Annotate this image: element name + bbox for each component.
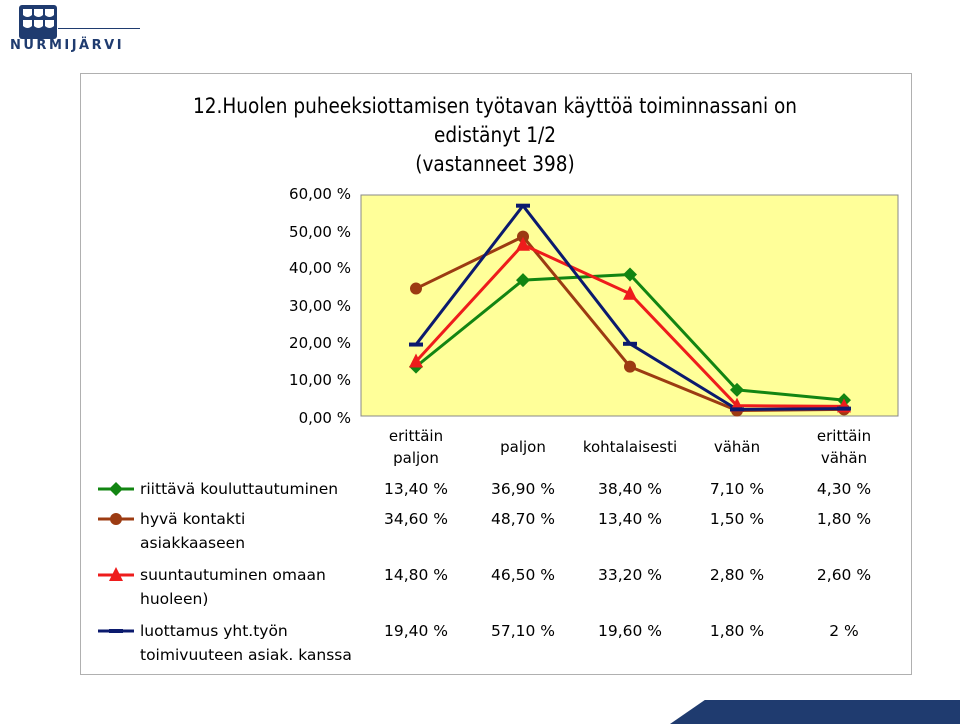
- table-cell: 1,50 %: [709, 510, 765, 528]
- legend-label: luottamus yht.työn: [140, 622, 288, 640]
- data-point-marker: [109, 482, 123, 496]
- data-point-marker: [516, 204, 530, 208]
- table-cell: 57,10 %: [490, 622, 556, 640]
- table-cell: 38,40 %: [597, 480, 663, 498]
- category-label: paljon: [500, 438, 546, 456]
- chart-title-line-1: 12.Huolen puheeksiottamisen työtavan käyttöä toiminnassani on: [192, 94, 798, 118]
- logo-text: NURMIJÄRVI: [10, 38, 125, 53]
- data-point-marker: [623, 342, 637, 346]
- y-tick-label: 0,00 %: [298, 409, 351, 427]
- legend-label: riittävä kouluttautuminen: [140, 480, 339, 498]
- data-point-marker: [110, 513, 122, 525]
- table-cell: 13,40 %: [383, 480, 449, 498]
- category-label: vähän: [713, 438, 761, 456]
- data-point-marker: [624, 361, 636, 373]
- table-cell: 2,80 %: [709, 566, 765, 584]
- table-cell: 13,40 %: [597, 510, 663, 528]
- table-cell: 19,60 %: [597, 622, 663, 640]
- legend-label: hyvä kontakti: [140, 510, 246, 528]
- table-cell: 2 %: [829, 622, 859, 640]
- category-label: erittäin: [388, 427, 444, 445]
- table-cell: 1,80 %: [816, 510, 872, 528]
- table-cell: 2,60 %: [816, 566, 872, 584]
- table-cell: 33,20 %: [597, 566, 663, 584]
- table-cell: 36,90 %: [490, 480, 556, 498]
- y-tick-label: 30,00 %: [289, 297, 351, 315]
- legend-label: asiakkaaseen: [140, 534, 246, 552]
- y-tick-label: 60,00 %: [289, 185, 351, 203]
- chart-title-line-2: edistänyt 1/2: [434, 123, 556, 147]
- category-label: paljon: [393, 449, 439, 467]
- category-label: vähän: [820, 449, 868, 467]
- table-cell: 34,60 %: [383, 510, 449, 528]
- legend-label: toimivuuteen asiak. kanssa: [140, 646, 352, 664]
- table-cell: 1,80 %: [709, 622, 765, 640]
- table-cell: 7,10 %: [709, 480, 765, 498]
- data-point-marker: [837, 407, 851, 411]
- category-label: erittäin: [816, 427, 872, 445]
- footer-band: [670, 700, 960, 724]
- data-point-marker: [409, 343, 423, 347]
- data-point-marker: [109, 629, 123, 633]
- table-cell: 48,70 %: [490, 510, 556, 528]
- y-tick-label: 10,00 %: [289, 371, 351, 389]
- y-tick-label: 20,00 %: [289, 334, 351, 352]
- table-cell: 4,30 %: [816, 480, 872, 498]
- y-tick-label: 40,00 %: [289, 259, 351, 277]
- y-tick-label: 50,00 %: [289, 223, 351, 241]
- legend-label: huoleen): [140, 590, 209, 608]
- legend-label: suuntautuminen omaan: [140, 566, 326, 584]
- table-cell: 46,50 %: [490, 566, 556, 584]
- chart-title-line-3: (vastanneet 398): [415, 152, 575, 176]
- category-label: kohtalaisesti: [582, 438, 678, 456]
- data-point-marker: [410, 283, 422, 295]
- plot-area: [361, 195, 898, 416]
- table-cell: 14,80 %: [383, 566, 449, 584]
- data-point-marker: [730, 407, 744, 411]
- table-cell: 19,40 %: [383, 622, 449, 640]
